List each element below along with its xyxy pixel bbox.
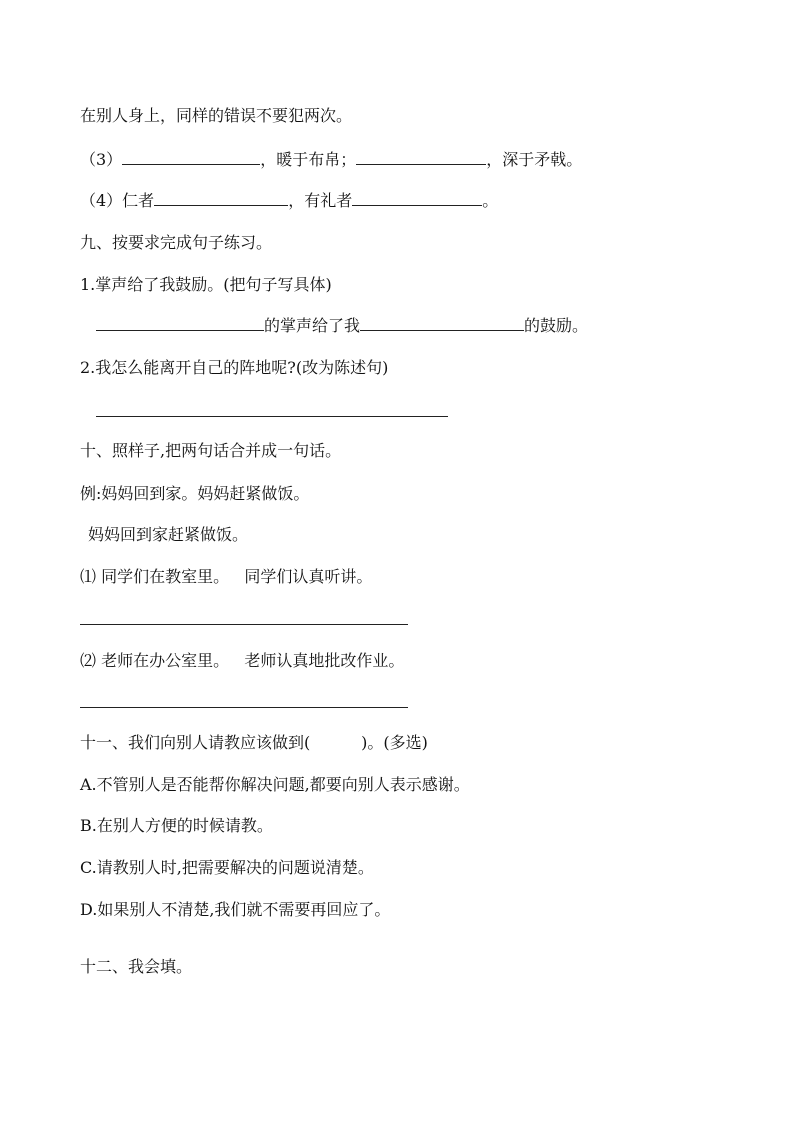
- option-text: D.如果别人不清楚,我们就不需要再回应了。: [80, 900, 391, 919]
- question-9-title: [80, 233, 272, 253]
- answer-blank[interactable]: [154, 191, 288, 206]
- question-9-1-answer: [96, 316, 588, 336]
- answer-blank[interactable]: [356, 150, 486, 165]
- question-11-title: [80, 733, 428, 753]
- section-heading: 十、照样子,把两句话合并成一句话。: [80, 441, 342, 460]
- question-9-2: [80, 358, 388, 378]
- answer-blank[interactable]: [122, 150, 260, 165]
- option-text: A.不管别人是否能帮你解决问题,都要向别人表示感谢。: [80, 775, 470, 794]
- text-line-1: [80, 106, 352, 126]
- option-d[interactable]: [80, 900, 390, 920]
- answer-blank[interactable]: [96, 316, 264, 331]
- section-heading: 十一、我们向别人请教应该做到( )。(多选): [80, 733, 428, 752]
- fill-line-4: [80, 191, 498, 211]
- phrase-text: ，深于矛戟。: [486, 150, 583, 169]
- question-12-title: [80, 957, 192, 977]
- phrase-text: （4）仁者: [80, 191, 155, 210]
- option-c[interactable]: [80, 858, 374, 878]
- option-a[interactable]: [80, 775, 470, 795]
- question-text: ⑵ 老师在办公室里。 老师认真地批改作业。: [80, 651, 405, 670]
- item-number: （3）: [80, 150, 123, 169]
- answer-line[interactable]: [80, 707, 408, 708]
- answer-blank[interactable]: [352, 191, 482, 206]
- phrase-text: 的鼓励。: [524, 316, 589, 335]
- phrase-text: ，有礼者: [288, 191, 353, 210]
- option-text: C.请教别人时,把需要解决的问题说清楚。: [80, 858, 374, 877]
- option-b[interactable]: [80, 816, 273, 836]
- question-text: 2.我怎么能离开自己的阵地呢?(改为陈述句): [80, 358, 389, 377]
- phrase-text: ，暖于布帛；: [260, 150, 357, 169]
- sentence-text: 在别人身上，同样的错误不要犯两次。: [80, 106, 353, 125]
- answer-blank[interactable]: [360, 316, 524, 331]
- question-10-title: [80, 441, 341, 461]
- fill-line-3: [80, 150, 582, 170]
- phrase-text: 的掌声给了我: [264, 316, 361, 335]
- question-9-1: [80, 275, 332, 295]
- section-heading: 九、按要求完成句子练习。: [80, 233, 273, 252]
- question-10-example: [80, 484, 309, 504]
- question-10-example-answer: [88, 525, 248, 545]
- answer-line[interactable]: [96, 416, 448, 417]
- question-10-2: [80, 651, 404, 671]
- question-10-1: [80, 567, 372, 587]
- example-text: 例:妈妈回到家。妈妈赶紧做饭。: [80, 484, 310, 503]
- answer-line[interactable]: [80, 624, 408, 625]
- phrase-text: 。: [482, 191, 499, 210]
- example-answer-text: 妈妈回到家赶紧做饭。: [88, 525, 249, 544]
- question-text: ⑴ 同学们在教室里。 同学们认真听讲。: [80, 567, 373, 586]
- option-text: B.在别人方便的时候请教。: [80, 816, 273, 835]
- section-heading: 十二、我会填。: [80, 957, 193, 976]
- question-text: 1.掌声给了我鼓励。(把句子写具体): [80, 275, 332, 294]
